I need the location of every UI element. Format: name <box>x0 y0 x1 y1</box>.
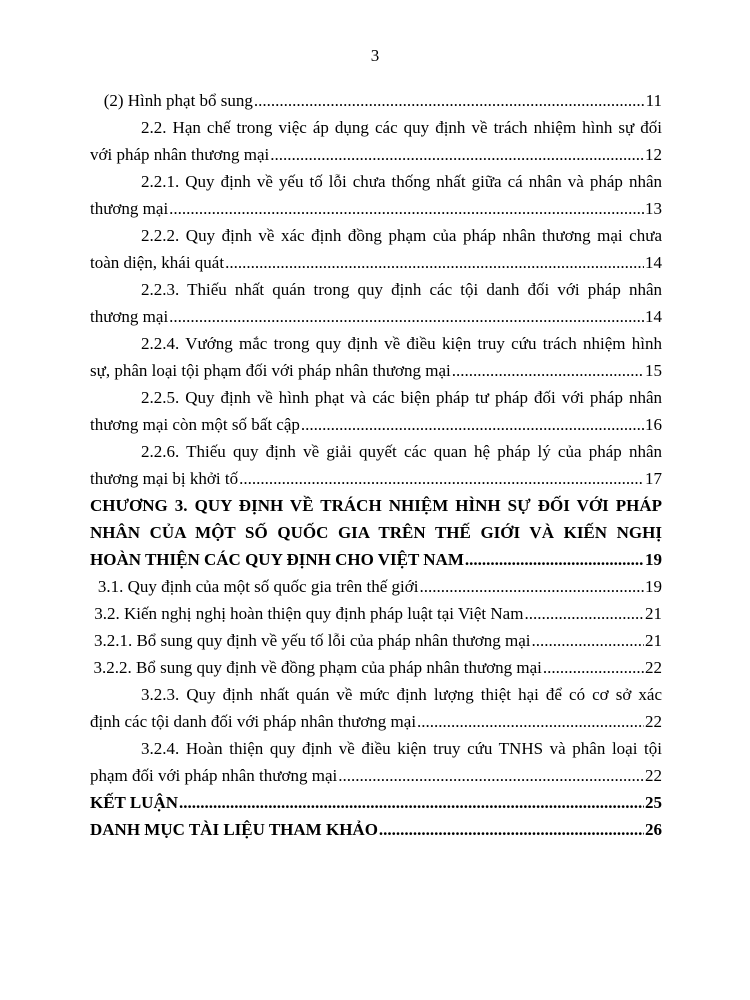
toc-page-number: 13 <box>645 199 662 218</box>
toc-entry-text: KẾT LUẬN <box>90 793 179 812</box>
toc-entry-text: 2.2.1. Quy định về yếu tố lỗi chưa thống nhất giữa cá nhân và pháp nhân <box>141 172 662 191</box>
dot-leader <box>254 87 645 114</box>
toc-entry <box>90 330 662 384</box>
toc-entry <box>90 816 662 843</box>
toc-entry-text: 2.2.6. Thiếu quy định về giải quyết các quan hệ pháp lý của pháp nhân <box>141 442 662 461</box>
toc-page-number: 25 <box>645 793 662 812</box>
toc-page-number: 15 <box>645 361 662 380</box>
toc-page-number: 26 <box>645 820 662 839</box>
toc-entry <box>90 492 662 573</box>
toc-entry <box>90 627 662 654</box>
dot-leader <box>270 141 644 168</box>
toc-entry-text: 2.2. Hạn chế trong việc áp dụng các quy định về trách nhiệm hình sự đối <box>141 118 662 137</box>
toc-page-number: 22 <box>645 658 662 677</box>
dot-leader <box>417 708 644 735</box>
toc-entry <box>90 114 662 168</box>
toc-entry <box>90 600 662 627</box>
dot-leader <box>169 303 644 330</box>
dot-leader <box>543 654 644 681</box>
toc-page-number: 12 <box>645 145 662 164</box>
toc-entry-text: 2.2.3. Thiếu nhất quán trong quy định các tội danh đối với pháp nhân <box>141 280 662 299</box>
toc-page-number: 16 <box>645 415 662 434</box>
toc-entry <box>90 789 662 816</box>
toc-page-number: 22 <box>645 766 662 785</box>
toc-entry-text: (2) Hình phạt bổ sung <box>103 91 253 110</box>
dot-leader <box>524 600 644 627</box>
toc-entry-text: thương mại còn một số bất cập <box>90 415 300 434</box>
toc-entry-text: 2.2.2. Quy định về xác định đồng phạm của pháp nhân thương mại chưa <box>141 226 662 245</box>
toc-entry <box>90 573 662 600</box>
toc-entry-text: 3.2.3. Quy định nhất quán về mức định lượng thiệt hại để có cơ sở xác <box>141 685 662 704</box>
toc-entry <box>90 654 662 681</box>
toc-entry <box>90 168 662 222</box>
toc-entry-text: 3.2.1. Bổ sung quy định về yếu tố lỗi của pháp nhân thương mại <box>93 631 531 650</box>
toc-entry <box>90 384 662 438</box>
toc-entry-text: 3.1. Quy định của một số quốc gia trên thế giới <box>97 577 419 596</box>
toc-entry-text: DANH MỤC TÀI LIỆU THAM KHẢO <box>90 820 378 839</box>
toc-entry-text: thương mại <box>90 199 169 218</box>
toc-entry-text: NHÂN CỦA MỘT SỐ QUỐC GIA TRÊN THẾ GIỚI VÀ KIẾN NGHỊ <box>90 523 662 542</box>
toc-entry-text: HOÀN THIỆN CÁC QUY ĐỊNH CHO VIỆT NAM <box>90 550 464 569</box>
dot-leader <box>338 762 644 789</box>
toc-entry-text: 3.2. Kiến nghị nghị hoàn thiện quy định pháp luật tại Việt Nam <box>94 604 524 623</box>
toc-entry <box>90 735 662 789</box>
toc-page-number: 19 <box>645 577 662 596</box>
toc-entry <box>90 276 662 330</box>
toc-page-number: 14 <box>645 253 662 272</box>
dot-leader <box>452 357 644 384</box>
toc-entry-text: phạm đối với pháp nhân thương mại <box>90 766 338 785</box>
page-number: 3 <box>370 46 380 65</box>
toc-entry-text: toàn diện, khái quát <box>90 253 225 272</box>
toc-entry-text: 3.2.2. Bổ sung quy định về đồng phạm của pháp nhân thương mại <box>93 658 542 677</box>
toc-entry-text: 2.2.4. Vướng mắc trong quy định về điều kiện truy cứu trách nhiệm hình <box>141 334 662 353</box>
table-of-contents <box>90 87 662 843</box>
toc-entry <box>90 222 662 276</box>
dot-leader <box>225 249 644 276</box>
toc-entry-text: 3.2.4. Hoàn thiện quy định về điều kiện truy cứu TNHS và phân loại tội <box>141 739 662 758</box>
toc-entry-text: thương mại bị khởi tố <box>90 469 239 488</box>
dot-leader <box>301 411 644 438</box>
dot-leader <box>532 627 645 654</box>
toc-page-number: 19 <box>645 550 662 569</box>
toc-entry <box>90 681 662 735</box>
toc-entry-text: thương mại <box>90 307 169 326</box>
dot-leader <box>465 546 644 573</box>
dot-leader <box>419 573 644 600</box>
toc-entry-text: sự, phân loại tội phạm đối với pháp nhân thương mại <box>90 361 451 380</box>
dot-leader <box>239 465 644 492</box>
toc-entry-text: CHƯƠNG 3. QUY ĐỊNH VỀ TRÁCH NHIỆM HÌNH SỰ ĐỐI VỚI PHÁP <box>90 496 662 515</box>
toc-entry-text: 2.2.5. Quy định về hình phạt và các biện pháp tư pháp đối với pháp nhân <box>141 388 662 407</box>
toc-entry-text: định các tội danh đối với pháp nhân thương mại <box>90 712 417 731</box>
toc-entry <box>90 87 662 114</box>
toc-page-number: 22 <box>645 712 662 731</box>
dot-leader <box>169 195 644 222</box>
toc-page-number: 21 <box>645 631 662 650</box>
toc-page-number: 14 <box>645 307 662 326</box>
dot-leader <box>379 816 644 843</box>
toc-page-number: 17 <box>645 469 662 488</box>
toc-entry <box>90 438 662 492</box>
dot-leader <box>179 789 644 816</box>
toc-page-number: 21 <box>645 604 662 623</box>
toc-page-number: 11 <box>645 91 662 110</box>
toc-entry-text: với pháp nhân thương mại <box>90 145 270 164</box>
